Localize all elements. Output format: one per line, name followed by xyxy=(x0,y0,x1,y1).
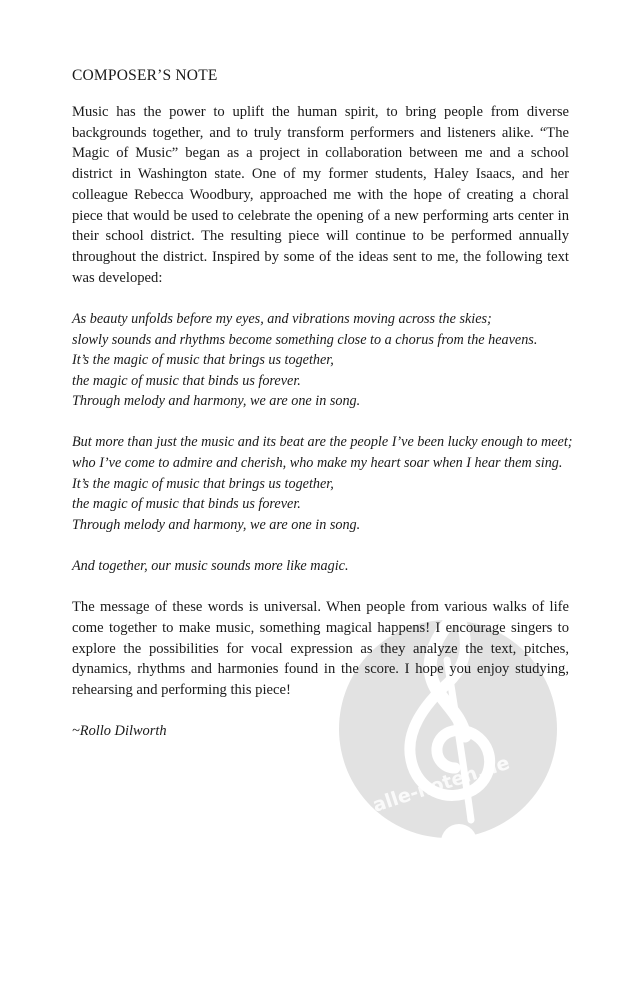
verse-line: Through melody and harmony, we are one in song. xyxy=(72,516,361,533)
verse-line: the magic of music that binds us forever. xyxy=(72,372,301,389)
intro-paragraph: Music has the power to uplift the human spirit, to bring people from diverse backgrounds together, and to truly transform performers and listeners alike. “The Magic of Music” began as a project in collaboration between me and a school district in Washington state. One of my former students, Haley Isaacs, and her colleague Rebecca Woodbury, approached me with the hope of creating a choral piece that would be used to celebrate the opening of a new performing arts center in their school district. The resulting piece will continue to be performed annually throughout the district. Inspired by some of the ideas sent to me, the following text was developed: xyxy=(72,104,569,286)
verse-line: As beauty unfolds before my eyes, and vibrations moving across the skies; xyxy=(72,310,492,327)
verse-line: It’s the magic of music that brings us together, xyxy=(72,475,334,492)
verse-line: Through melody and harmony, we are one in song. xyxy=(72,393,361,410)
composers-note xyxy=(72,66,573,742)
message-paragraph: The message of these words is universal. When people from various walks of life come together to make music, something magical happens! I encourage singers to explore the possibilities for vocal expression as they analyze the text, pitches, dynamics, rhythms and harmonies found in the score. I hope you enjoy studying, rehearsing and performing this piece! xyxy=(72,599,569,699)
closing-line: And together, our music sounds more like magic. xyxy=(72,558,349,575)
verse-2 xyxy=(72,432,573,535)
verse-line: It’s the magic of music that brings us together, xyxy=(72,352,334,369)
verse-1 xyxy=(72,309,569,412)
verse-line: slowly sounds and rhythms become something close to a chorus from the heavens. xyxy=(72,331,538,348)
verse-line: who I’ve come to admire and cherish, who make my heart soar when I hear them sing. xyxy=(72,455,563,472)
verse-line: But more than just the music and its beat are the people I’ve been lucky enough to meet; xyxy=(72,434,573,451)
verse-line: the magic of music that binds us forever. xyxy=(72,496,301,513)
watermark-text: alle-noten.de xyxy=(370,751,513,817)
signature: ~Rollo Dilworth xyxy=(72,723,167,740)
page-title: COMPOSER’S NOTE xyxy=(72,67,218,84)
